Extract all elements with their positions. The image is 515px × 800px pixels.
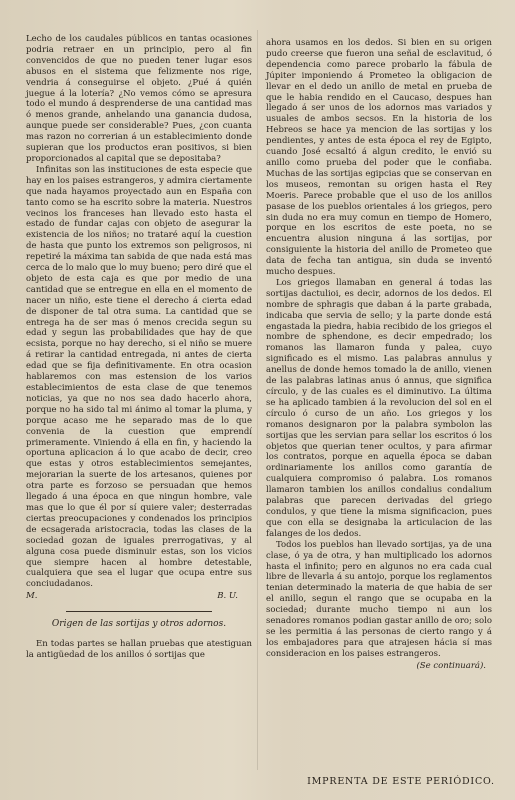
section-title: Origen de las sortijas y otros adornos. (51, 619, 227, 630)
section-paragraph: En todas partes se hallan pruebas que atestiguan la antigüedad de los anillos ó sortijas que (26, 639, 252, 660)
section-divider (66, 611, 212, 612)
right-paragraph-1: ahora usamos en los dedos. Si bien en su origen pudo creerse que fueron una señal de esclavitud, ó dependencia como parece probarlo la fábula de Júpiter imponiendo á Prometeo la obligacion de llevar en el dedo un anillo de metal en prueba de que le habia rendido en el Caucaso, despues han llegado á ser unos de los adornos mas variados y usuales de ambos secsos. En la historia de los Hebreos se hace ya mencion de las sortijas y los pendientes, y antes de esta época el rey de Egipto, cuando José ecsaltó á algun credito, le envió su anillo como prueba del poder que le confiaba. Muchas de las sortijas egipcias que se conservan en los museos, remontan su origen hasta el Rey Moeris. Parece probable que el uso de los anillos pasase de los pueblos orientales á los griegos, pero sin duda no era muy comun en tiempo de Homero, porque en los escritos de este poeta, no se encuentra alusion ninguna á las sortijas, por consiguiente la historia del anillo de Prometeo que data de fecha tan antigua, sin duda se inventó mucho despues. (266, 38, 492, 278)
left-paragraph-2: Infinitas son las instituciones de esta especie que hay en los paises estrangeros, y admira ciertamente que nada hayamos proyectado aun en España con tanto como se ha escrito sobre la materia. Nuestros vecinos los franceses han llevado esto hasta el estado de fundar cajas con objeto de asegurar la existencia de los niños; no trataré aquí la cuestion de hasta que punto los extremos son peligrosos, ni repetiré la máxima tan sabida de que nada está mas cerca de lo malo que lo muy bueno; pero diré que el objeto de esta caja es que por medio de una cantidad que se entregue en ella en el momento de nacer un niño, este tiene el derecho á cierta edad de disponer de tal otra suma. La cantidad que se entrega ha de ser mas ó menos crecida segun su edad y segun las probabilidades que hay de que ecsista, porque no hay derecho, si el niño se muere á retirar la cantidad entregada, ni antes de cierta edad que se fija definitivamente. En otra ocasion hablaremos con mas estension de los varios establecimientos de esta clase de que tenemos noticias, ya que no nos sea dado hacerlo ahora, porque no ha sido tal mi ánimo al tomar la pluma, y porque acaso me he separado mas de lo que convenia de la cuestion que emprendí primeramente. Viniendo á ella en fin, y haciendo la oportuna aplicacion á lo que acabo de decir, creo que estas y otros establecimientos semejantes, mejorarian la suerte de los artesanos, quienes por otra parte es forzoso se persuadan que hemos llegado á una época en que ningun hombre, vale mas que lo que él por sí quiere valer; desterradas ciertas preocupaciones y condenados los principios de ecsagerada aristocracia, todas las clases de la sociedad gozan de iguales prerrogativas, y al alguna cosa puede disminuir estas, son los vicios que siempre hacen al hombre detestable, cualquiera que sea el lugar que ocupa entre sus conciudadanos. (26, 164, 252, 590)
right-paragraph-3: Todos los pueblos han llevado sortijas, ya de una clase, ó ya de otra, y han multiplicado los adornos hasta el infinito; pero en algunos no era cada cual libre de llevarla á su antojo, porque los reglamentos tenian determinado la materia de que habia de ser el anillo, segun el rango que se ocupaba en la sociedad; durante mucho tiempo ni aun los senadores romanos podian gastar anillo de oro; solo se les permitia á las personas de cierto rango y á los embajadores para que atrajesen hácia sí mas consideracion en los paises estrangeros. (266, 539, 492, 659)
imprint-line: IMPRENTA DE ESTE PERIÓDICO. (307, 776, 495, 787)
left-column (26, 34, 252, 661)
continued-note: (Se continuará). (416, 660, 486, 671)
signature-right: B. U. (217, 591, 238, 602)
signature-left: M. (26, 591, 38, 602)
article-signature (26, 591, 252, 602)
left-paragraph-1: Lecho de los caudales públicos en tantas ocasiones podria retraer en un principio, pero al fin convencidos de que no pueden tener lugar esos abusos en el sistema que felizmente nos rige, vendria á conseguirse el objeto. ¿Pué á quién juegue á la lotería? ¿No vemos cómo se apresura todo el mundo á desprenderse de una cantidad mas ó menos grande, anhelando una ganancia dudosa, aunque puede ser considerable? Pues, ¿con cuanta mas razon no correrian á un establecimiento donde supieran que los productos eran positivos, si bien proporcionados al capital que se depositaba? (26, 34, 252, 164)
right-column (266, 38, 492, 672)
column-gutter (257, 30, 258, 770)
right-paragraph-2: Los griegos llamaban en general á todas las sortijas dactulioi, es decir, adornos de los dedos. El nombre de sphragis que daban á la parte grabada, indicaba que servia de sello; y la parte donde está engastada la piedra, habia recibido de los griegos el nombre de sphendone, es decir empedrado; los romanos las llamaron funda y palea, cuyo significado es el mismo. Las palabras annulus y anellus de donde hemos tomado la de anillo, vienen de las palabras latinas anus ó annus, que significa círculo, y de las cuales es el diminutivo. La última se ha aplicado tambien á la revolucion del sol en el círculo ó curso de un año. Los griegos y los romanos designaron por la palabra symbolon las sortijas que les servian para sellar los escritos ó los objetos que querian tener ocultos, y para afirmar los contratos, porque en aquella época se daban ordinariamente los anillos como garantía de cualquiera compromiso ó palabra. Los romanos llamaron tambien los anillos condalius condalium palabras que parecen derivadas del griego condulos, y que tiene la misma significacion, pues que con ella se designaba la articulacion de las falanges de los dedos. (266, 277, 492, 539)
